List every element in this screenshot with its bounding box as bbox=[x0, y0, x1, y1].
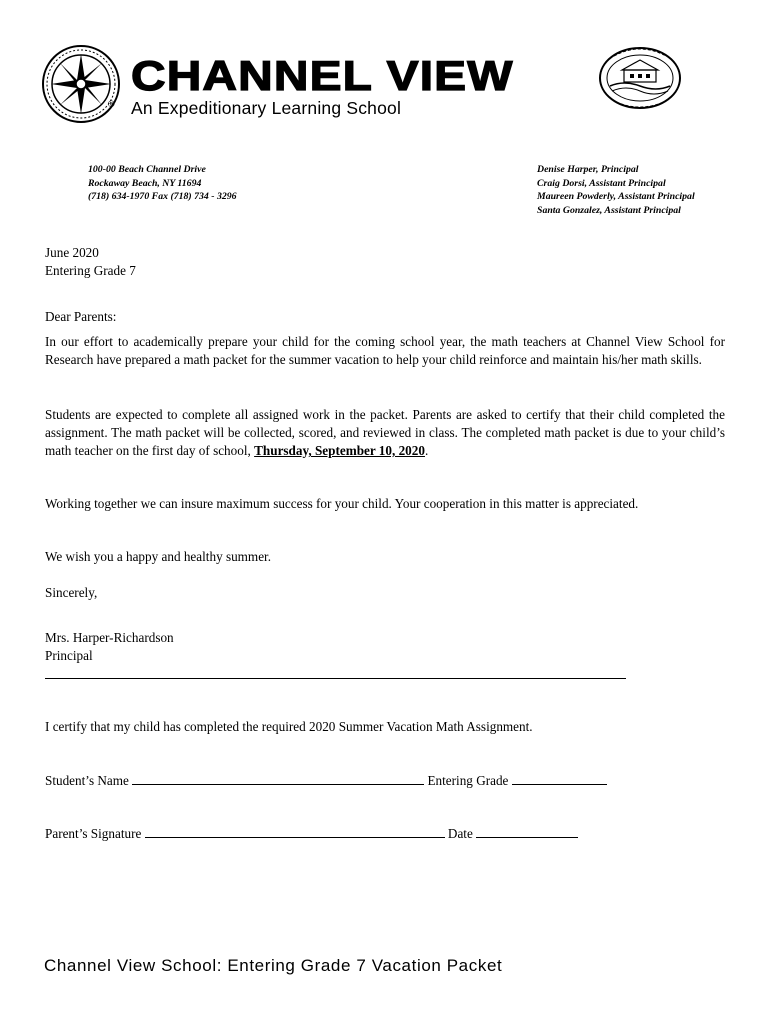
school-address-block bbox=[88, 163, 237, 204]
letter-closing: Sincerely, bbox=[45, 585, 98, 600]
student-info-row bbox=[45, 772, 607, 790]
address-line: Rockaway Beach, NY 11694 bbox=[88, 177, 202, 189]
school-tagline: An Expeditionary Learning School bbox=[131, 98, 402, 118]
staff-line: Denise Harper, Principal bbox=[537, 164, 639, 175]
student-name-field[interactable] bbox=[132, 772, 424, 785]
address-line: 100-00 Beach Channel Drive bbox=[88, 164, 206, 175]
registered-mark: ® bbox=[108, 99, 115, 109]
parent-signature-label: Parent’s Signature bbox=[45, 826, 142, 841]
entering-grade-label: Entering Grade bbox=[427, 773, 509, 788]
certification-statement: I certify that my child has completed the required 2020 Summer Vacation Math Assignment. bbox=[45, 719, 533, 734]
parent-signature-field[interactable] bbox=[145, 825, 445, 838]
due-date: Thursday, September 10, 2020 bbox=[254, 443, 425, 458]
footer-title: Channel View School: Entering Grade 7 Vacation Packet bbox=[44, 956, 503, 975]
school-name: CHANNEL VIEW bbox=[131, 52, 514, 99]
paragraph-2-text: Students are expected to complete all assigned work in the packet. Parents are asked to certify that their child completed the assignment. The math packet will be collected, scored, and reviewed in class. The completed math packet is due to your child’s math teacher on the first day of school, bbox=[45, 407, 725, 458]
staff-line: Craig Dorsi, Assistant Principal bbox=[537, 177, 666, 189]
staff-list bbox=[537, 163, 695, 217]
school-seal-logo-icon bbox=[596, 40, 684, 112]
signer-title: Principal bbox=[45, 648, 93, 663]
date-field[interactable] bbox=[476, 825, 578, 838]
date-label: Date bbox=[447, 826, 473, 841]
letter-date: June 2020 bbox=[45, 245, 99, 260]
letter-paragraph-4: We wish you a happy and healthy summer. bbox=[45, 549, 272, 564]
letter-paragraph-3: Working together we can insure maximum success for your child. Your cooperation in this matter is appreciated. bbox=[45, 496, 639, 511]
letter-paragraph-1: In our effort to academically prepare your child for the coming school year, the math teachers at Channel View School for Research have prepared a math packet for the summer vacation to help your child reinforce and maintain his/her math skills. bbox=[45, 334, 725, 367]
address-line: (718) 634-1970 Fax (718) 734 - 3296 bbox=[88, 191, 237, 202]
cut-line-divider bbox=[45, 678, 626, 679]
entering-grade-field[interactable] bbox=[512, 772, 607, 785]
letter-paragraph-2 bbox=[45, 406, 725, 460]
letter-grade: Entering Grade 7 bbox=[45, 263, 136, 278]
letter-salutation: Dear Parents: bbox=[45, 309, 117, 324]
compass-rose-logo-icon bbox=[41, 44, 121, 124]
parent-signature-row bbox=[45, 825, 578, 843]
staff-line: Maureen Powderly, Assistant Principal bbox=[537, 191, 695, 202]
paragraph-2-end: . bbox=[424, 443, 429, 458]
staff-line: Santa Gonzalez, Assistant Principal bbox=[537, 204, 681, 216]
signer-name: Mrs. Harper-Richardson bbox=[45, 630, 174, 645]
student-name-label: Student’s Name bbox=[45, 773, 129, 788]
